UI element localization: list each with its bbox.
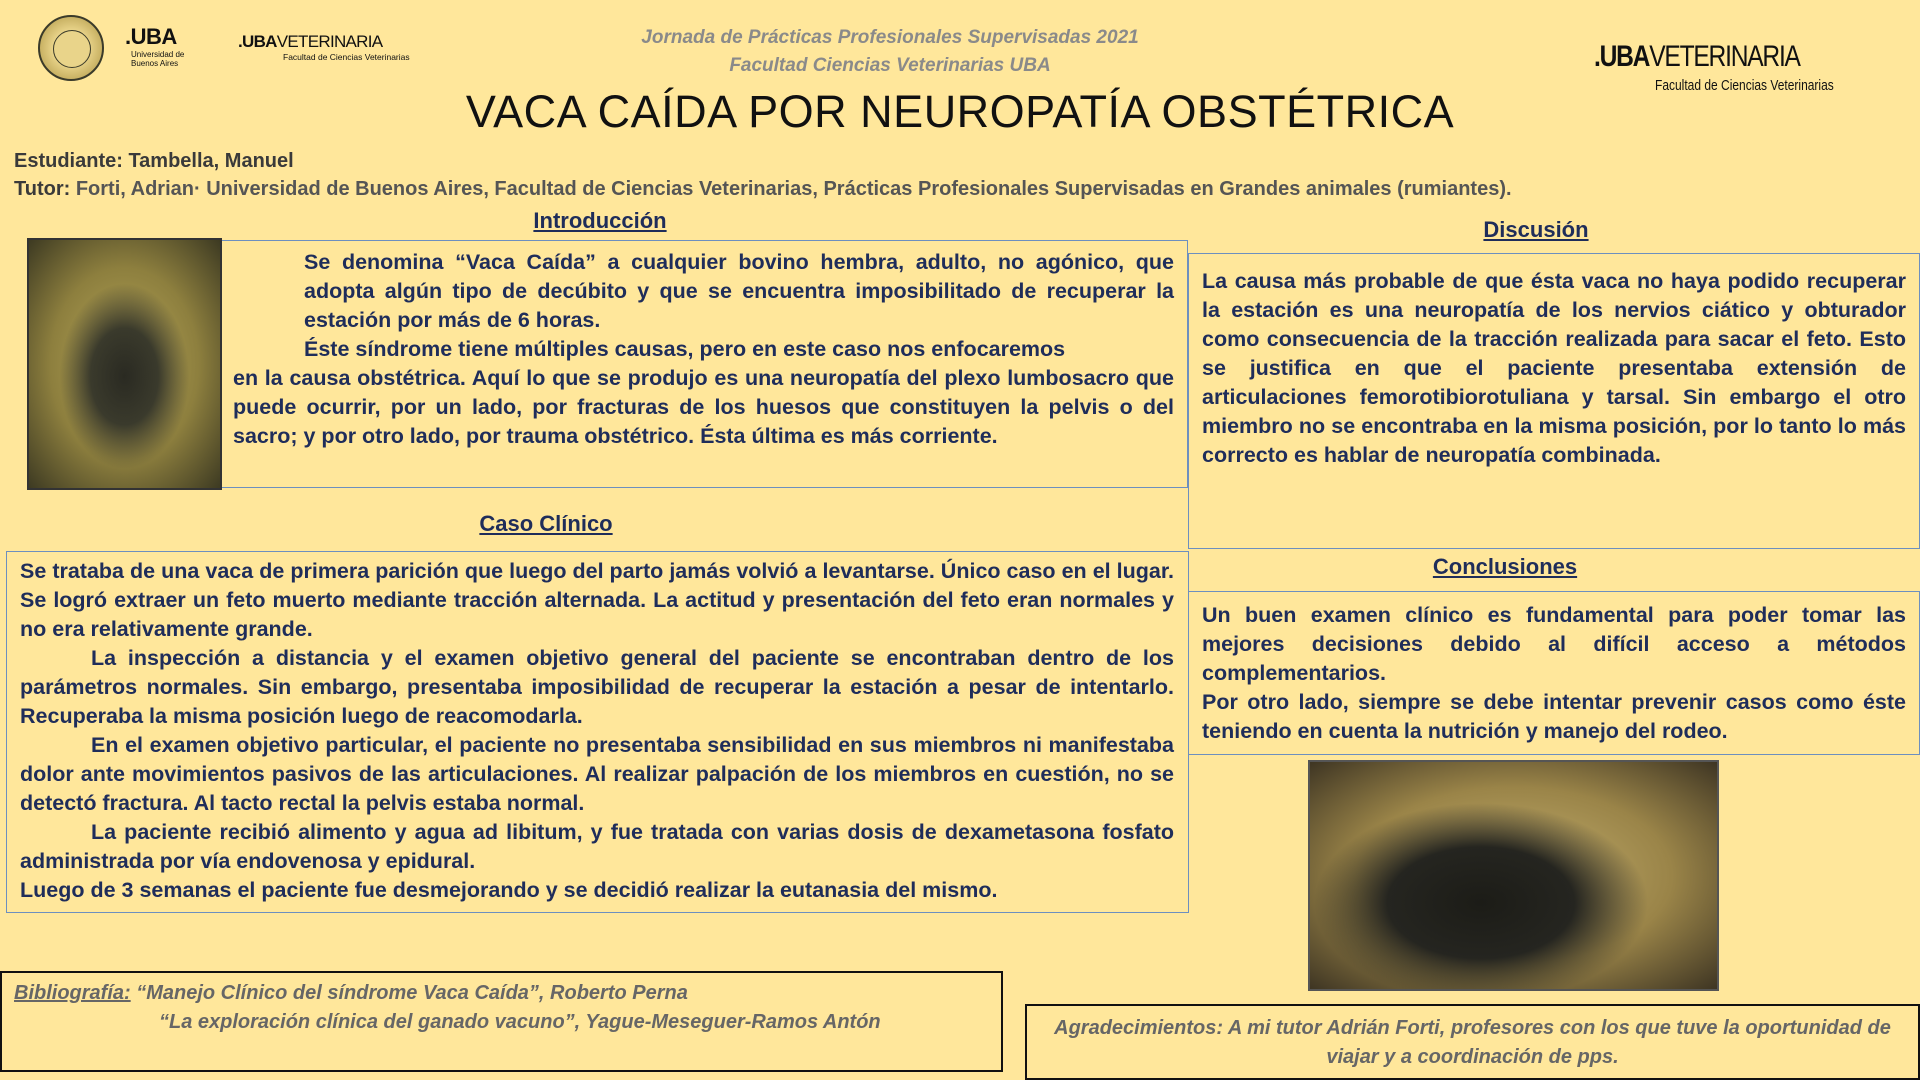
- uba-veterinaria-logo-small-subtitle: Facultad de Ciencias Veterinarias: [283, 52, 410, 62]
- poster-title: VACA CAÍDA POR NEUROPATÍA OBSTÉTRICA: [465, 86, 1455, 137]
- bibliografia-ref-2: “La exploración clínica del ganado vacuno”, Yague-Meseguer-Ramos Antón: [159, 1011, 881, 1033]
- discusion-heading: Discusión: [1483, 217, 1589, 242]
- uba-veterinaria-logo-large: .UBAVETERINARIA: [1594, 40, 1800, 73]
- tutor-line: Tutor: Forti, Adrian· Universidad de Buenos Aires, Facultad de Ciencias Veterinarias, Prácticas Profesionales Supervisadas en Grandes animales (rumiantes).: [14, 178, 1512, 200]
- uba-logo-subtitle: Universidad de Buenos Aires: [131, 50, 185, 68]
- caso-clinico-text: Se trataba de una vaca de primera parición que luego del parto jamás volvió a levantarse. Único caso en el lugar. Se logró extraer un feto muerto mediante tracción alternada. La actitud y presentación del feto eran normales y no era relativamente grande. La inspección a distancia y el examen objetivo general del paciente se encontraban dentro de los parámetros normales. Sin embargo, presentaba imposibilidad de recuperar la estación a pesar de intentarlo. Recuperaba la misma posición luego de reacomodarla. En el examen objetivo particular, el paciente no presentaba sensibilidad en sus miembros ni manifestaba dolor ante movimientos pasivos de las articulaciones. Al realizar palpación de los miembros en cuestión, no se detectó fractura. Al tacto rectal la pelvis estaba normal. La paciente recibió alimento y agua ad libitum, y fue tratada con varias dosis de dexametasona fosfato administrada por vía endovenosa y epidural. Luego de 3 semanas el paciente fue desmejorando y se decidió realizar la eutanasia del mismo.: [20, 559, 1174, 902]
- uba-logo: .UBA: [125, 24, 177, 49]
- uba-veterinaria-logo-small: .UBAVETERINARIA: [238, 32, 383, 51]
- discusion-text: La causa más probable de que ésta vaca no haya podido recuperar la estación es una neuropatía de los nervios ciático y obturador como consecuencia de la tracción realizada para sacar el feto. Esto se justifica en que el paciente presentaba extensión de articulaciones femorotibiorotuliana y tarsal. Sin embargo el otro miembro no se encontraba en la misma posición, por lo tanto lo más correcto es hablar de neuropatía combinada.: [1202, 269, 1906, 467]
- introduccion-paragraph-2-start: Éste síndrome tiene múltiples causas, pero en este caso nos enfocaremos: [304, 337, 1066, 361]
- introduccion-heading: Introducción: [533, 208, 667, 233]
- uba-veterinaria-logo-large-subtitle: Facultad de Ciencias Veterinarias: [1655, 77, 1834, 94]
- university-seal-logo: [38, 15, 104, 81]
- student-name: Estudiante: Tambella, Manuel: [14, 150, 294, 172]
- agradecimientos-box: Agradecimientos: A mi tutor Adrián Forti, profesores con los que tuve la oportunidad de viajar y a coordinación de pps.: [1025, 1004, 1920, 1080]
- event-heading: Jornada de Prácticas Profesionales Supervisadas 2021 Facultad Ciencias Veterinarias UBA: [641, 27, 1139, 76]
- bibliografia-ref-1: “Manejo Clínico del síndrome Vaca Caída”, Roberto Perna: [130, 982, 688, 1004]
- introduccion-paragraph-2: en la causa obstétrica. Aquí lo que se produjo es una neuropatía del plexo lumbosacro que puede ocurrir, por un lado, por fracturas de los huesos que constituyen la pelvis o del sacro; y por otro lado, por trauma obstétrico. Ésta última es más corriente.: [233, 366, 1174, 448]
- conclusiones-heading: Conclusiones: [1432, 554, 1578, 579]
- introduccion-paragraph-1: Se denomina “Vaca Caída” a cualquier bovino hembra, adulto, no agónico, que adopta algún tipo de decúbito y que se encuentra imposibilitado de recuperar la estación por más de 6 horas.: [304, 250, 1174, 332]
- bibliografia-box: [0, 971, 1003, 1072]
- cow-photo-2: [1308, 760, 1719, 991]
- bibliografia-label: Bibliografía:: [14, 982, 131, 1004]
- cow-photo-1: [27, 238, 222, 490]
- conclusiones-text: Un buen examen clínico es fundamental para poder tomar las mejores decisiones debido al difícil acceso a métodos complementarios. Por otro lado, siempre se debe intentar prevenir casos como éste teniendo en cuenta la nutrición y manejo del rodeo.: [1202, 603, 1906, 743]
- caso-clinico-heading: Caso Clínico: [479, 511, 613, 536]
